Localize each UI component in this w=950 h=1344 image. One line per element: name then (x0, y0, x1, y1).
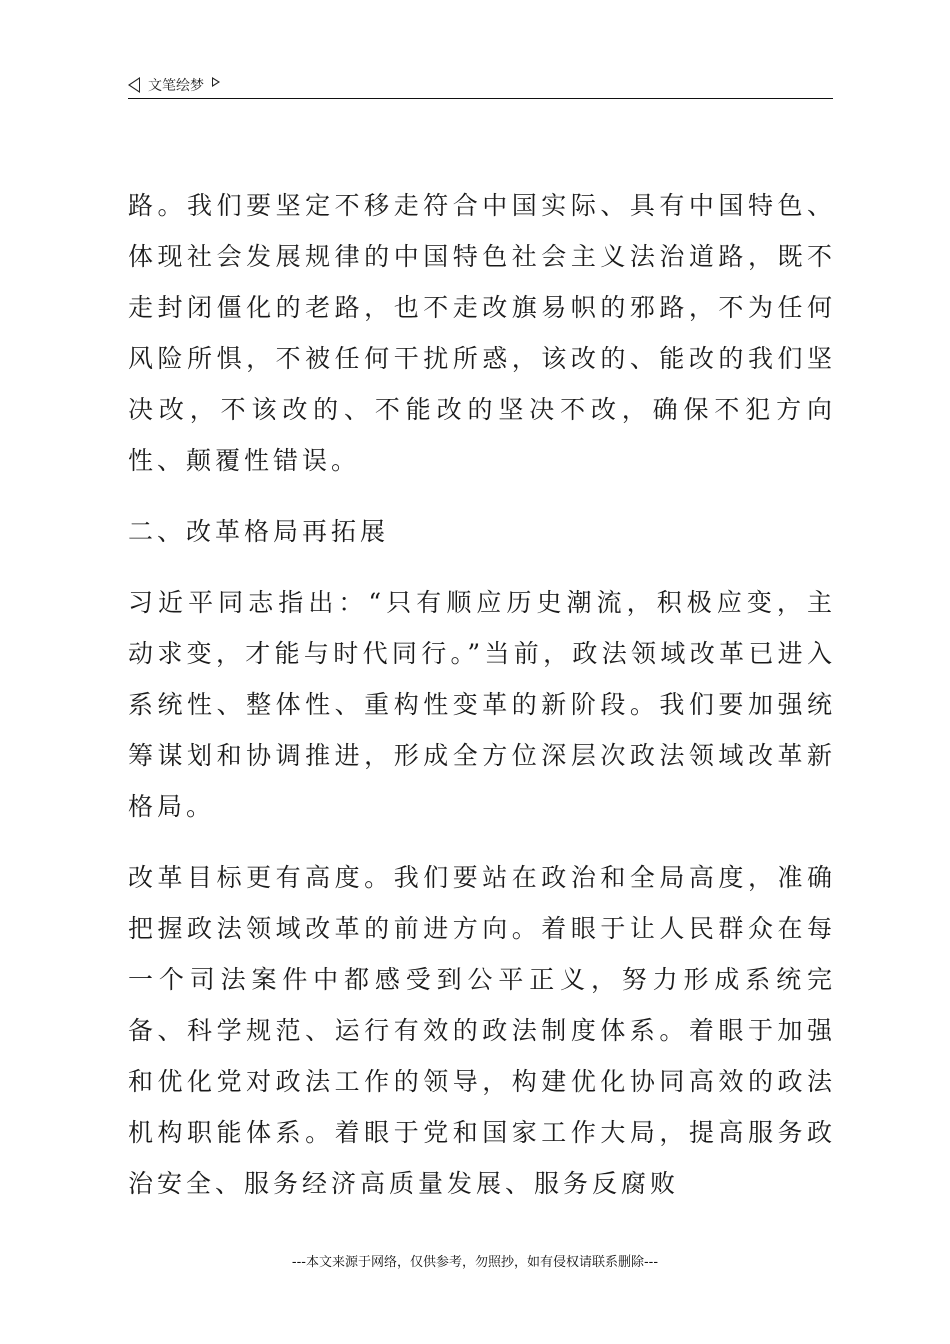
paragraph: 路。我们要坚定不移走符合中国实际、具有中国特色、体现社会发展规律的中国特色社会主义法治道路，既不走封闭僵化的老路，也不走改旗易帜的邪路，不为任何风险所惧，不被任何干扰所惑，该改的、能改的我们坚决改，不该改的、不能改的坚决不改，确保不犯方向性、颠覆性错误。 (128, 191, 836, 475)
section-heading: 二、改革格局再拓展 (128, 517, 390, 546)
document-body (128, 180, 836, 1209)
page-header (128, 72, 833, 99)
header-title: 文笔绘梦 (148, 78, 204, 94)
left-triangle-icon (128, 77, 140, 93)
paragraph: 改革目标更有高度。我们要站在政治和全局高度，准确把握政法领域改革的前进方向。着眼于让人民群众在每一个司法案件中都感受到公平正义，努力形成系统完备、科学规范、运行有效的政法制度体系。着眼于加强和优化党对政法工作的领导，构建优化协同高效的政法机构职能体系。着眼于党和国家工作大局，提高服务政治安全、服务经济高质量发展、服务反腐败 (128, 863, 836, 1198)
paragraph: 习近平同志指出：“只有顺应历史潮流，积极应变，主动求变，才能与时代同行。”当前，政法领域改革已进入系统性、整体性、重构性变革的新阶段。我们要加强统筹谋划和协调推进，形成全方位深层次政法领域改革新格局。 (128, 588, 836, 821)
page-footer: ---本文来源于网络，仅供参考，勿照抄，如有侵权请联系删除--- (291, 1255, 659, 1270)
right-triangle-icon (212, 77, 220, 87)
